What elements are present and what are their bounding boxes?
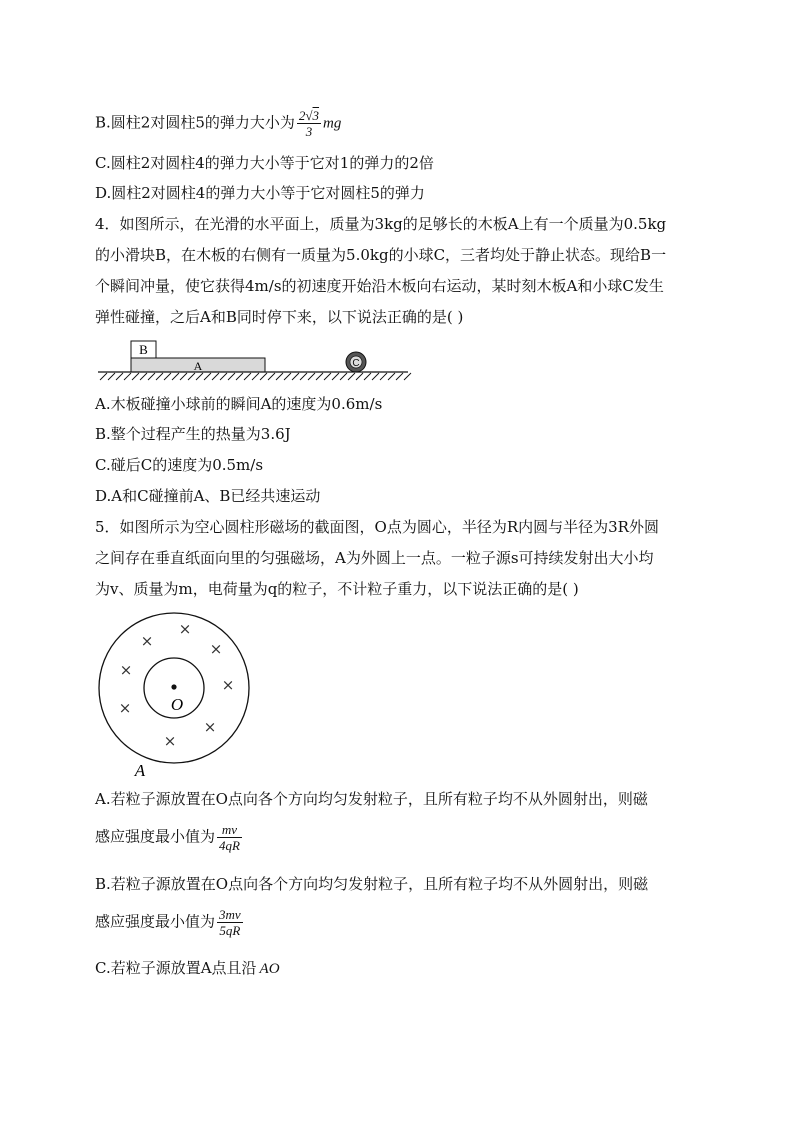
hatch-stroke xyxy=(300,373,307,380)
fraction-denominator: 5qR xyxy=(219,923,241,938)
hatch-stroke xyxy=(164,373,171,380)
field-marks xyxy=(119,620,235,750)
q5-option-b-line2 xyxy=(95,907,245,938)
q3-option-d: D.圆柱2对圆柱4的弹力大小等于它对圆柱5的弹力 xyxy=(95,184,425,202)
q5-option-c-text: C.若粒子源放置A点且沿 xyxy=(95,959,257,977)
hatch-stroke xyxy=(284,373,291,380)
q3-option-b-fraction: $\frac{2√3}{3}$ xyxy=(298,108,320,139)
q4-option-a: A.木板碰撞小球前的瞬间A的速度为0.6m/s xyxy=(95,395,383,413)
hatch-stroke xyxy=(364,373,371,380)
hatch-stroke xyxy=(324,373,331,380)
hatch-stroke xyxy=(124,373,131,380)
field-x-mark: × xyxy=(209,640,223,658)
hatch-stroke xyxy=(228,373,235,380)
hatch-stroke xyxy=(340,373,347,380)
q4-stem-line: 弹性碰撞，之后A和B同时停下来，以下说法正确的是( ) xyxy=(95,308,464,326)
hatch-stroke xyxy=(356,373,363,380)
hatch-stroke xyxy=(252,373,259,380)
field-x-mark: × xyxy=(178,620,192,638)
q5-option-a-line1: A.若粒子源放置在O点向各个方向均匀发射粒子，且所有粒子均不从外圆射出，则磁 xyxy=(95,790,648,808)
fraction-coef: 2 xyxy=(298,108,306,123)
hatch-stroke xyxy=(172,373,179,380)
hatch-stroke xyxy=(316,373,323,380)
ground-hatching xyxy=(100,373,411,380)
q3-option-c: C.圆柱2对圆柱4的弹力大小等于它对1的弹力的2倍 xyxy=(95,154,434,172)
hatch-stroke xyxy=(196,373,203,380)
hatch-stroke xyxy=(188,373,195,380)
field-x-mark: × xyxy=(203,718,217,736)
q5-option-b-prefix: 感应强度最小值为 xyxy=(95,912,216,931)
q4-stem-line: 4．如图所示，在光滑的水平面上，质量为3kg的足够长的木板A上有一个质量为0.5kg xyxy=(95,215,667,233)
hatch-stroke xyxy=(140,373,147,380)
q4-option-b: B.整个过程产生的热量为3.6J xyxy=(95,425,291,443)
field-x-mark: × xyxy=(140,632,154,650)
q5-option-a-line2 xyxy=(95,822,244,853)
hatch-stroke xyxy=(236,373,243,380)
hatch-stroke xyxy=(332,373,339,380)
fraction-numerator: mv xyxy=(217,822,242,838)
q4-figure xyxy=(96,338,412,382)
q5-stem-line: 为v、质量为m，电荷量为q的粒子，不计粒子重力，以下说法正确的是( ) xyxy=(95,580,579,598)
hatch-stroke xyxy=(388,373,395,380)
hatch-stroke xyxy=(108,373,115,380)
q3-option-b-text: B.圆柱2对圆柱5的弹力大小为 xyxy=(95,113,295,132)
q4-stem-line: 的小滑块B，在木板的右侧有一质量为5.0kg的小球C，三者均处于静止状态。现给B一 xyxy=(95,246,667,264)
hatch-stroke xyxy=(220,373,227,380)
hatch-stroke xyxy=(276,373,283,380)
fraction-radicand: 3 xyxy=(312,108,320,123)
center-label-o: O xyxy=(170,695,184,714)
q3-option-b xyxy=(95,108,341,139)
q4-stem-line: 个瞬间冲量，使它获得4m/s的初速度开始沿木板向右运动，某时刻木板A和小球C发生 xyxy=(95,277,664,295)
fraction-denominator: 4qR xyxy=(219,838,240,853)
field-x-mark: × xyxy=(221,676,235,694)
q5-figure xyxy=(92,612,268,782)
q4-option-c: C.碰后C的速度为0.5m/s xyxy=(95,456,264,474)
hatch-stroke xyxy=(380,373,387,380)
board-a-label: A xyxy=(193,359,203,373)
fraction-numerator: 3mv xyxy=(219,907,241,922)
q5-option-b-line1: B.若粒子源放置在O点向各个方向均匀发射粒子，且所有粒子均不从外圆射出，则磁 xyxy=(95,875,649,893)
hatch-stroke xyxy=(204,373,211,380)
field-x-mark: × xyxy=(119,661,133,679)
fraction-denominator: 3 xyxy=(305,124,313,139)
hatch-stroke xyxy=(348,373,355,380)
q5-stem-line: 之间存在垂直纸面向里的匀强磁场，A为外圆上一点。一粒子源s可持续发射出大小均 xyxy=(95,549,654,567)
field-x-mark: × xyxy=(163,732,177,750)
point-label-a: A xyxy=(134,761,146,780)
hatch-stroke xyxy=(244,373,251,380)
hatch-stroke xyxy=(372,373,379,380)
hatch-stroke xyxy=(100,373,107,380)
q5-option-a-prefix: 感应强度最小值为 xyxy=(95,827,216,846)
hatch-stroke xyxy=(268,373,275,380)
hatch-stroke xyxy=(292,373,299,380)
hatch-stroke xyxy=(116,373,123,380)
q3-option-b-unit: mg xyxy=(323,115,342,132)
q5-option-c xyxy=(95,958,280,979)
field-x-mark: × xyxy=(118,699,132,717)
q4-option-d: D.A和C碰撞前A、B已经共速运动 xyxy=(95,487,321,505)
q5-stem-line: 5．如图所示为空心圆柱形磁场的截面图，O点为圆心，半径为R内圆与半径为3R外圆 xyxy=(95,518,659,536)
block-b-label: B xyxy=(139,342,148,357)
hatch-stroke xyxy=(180,373,187,380)
hatch-stroke xyxy=(148,373,155,380)
q5-option-a-fraction xyxy=(217,822,242,853)
q5-option-b-fraction xyxy=(217,907,243,938)
center-dot xyxy=(171,684,176,689)
q5-option-c-symbol: AO xyxy=(259,961,280,977)
hatch-stroke xyxy=(308,373,315,380)
hatch-stroke xyxy=(396,373,403,380)
hatch-stroke xyxy=(404,373,411,380)
hatch-stroke xyxy=(212,373,219,380)
hatch-stroke xyxy=(156,373,163,380)
hatch-stroke xyxy=(260,373,267,380)
hatch-stroke xyxy=(132,373,139,380)
ball-c-label: C xyxy=(352,358,360,369)
